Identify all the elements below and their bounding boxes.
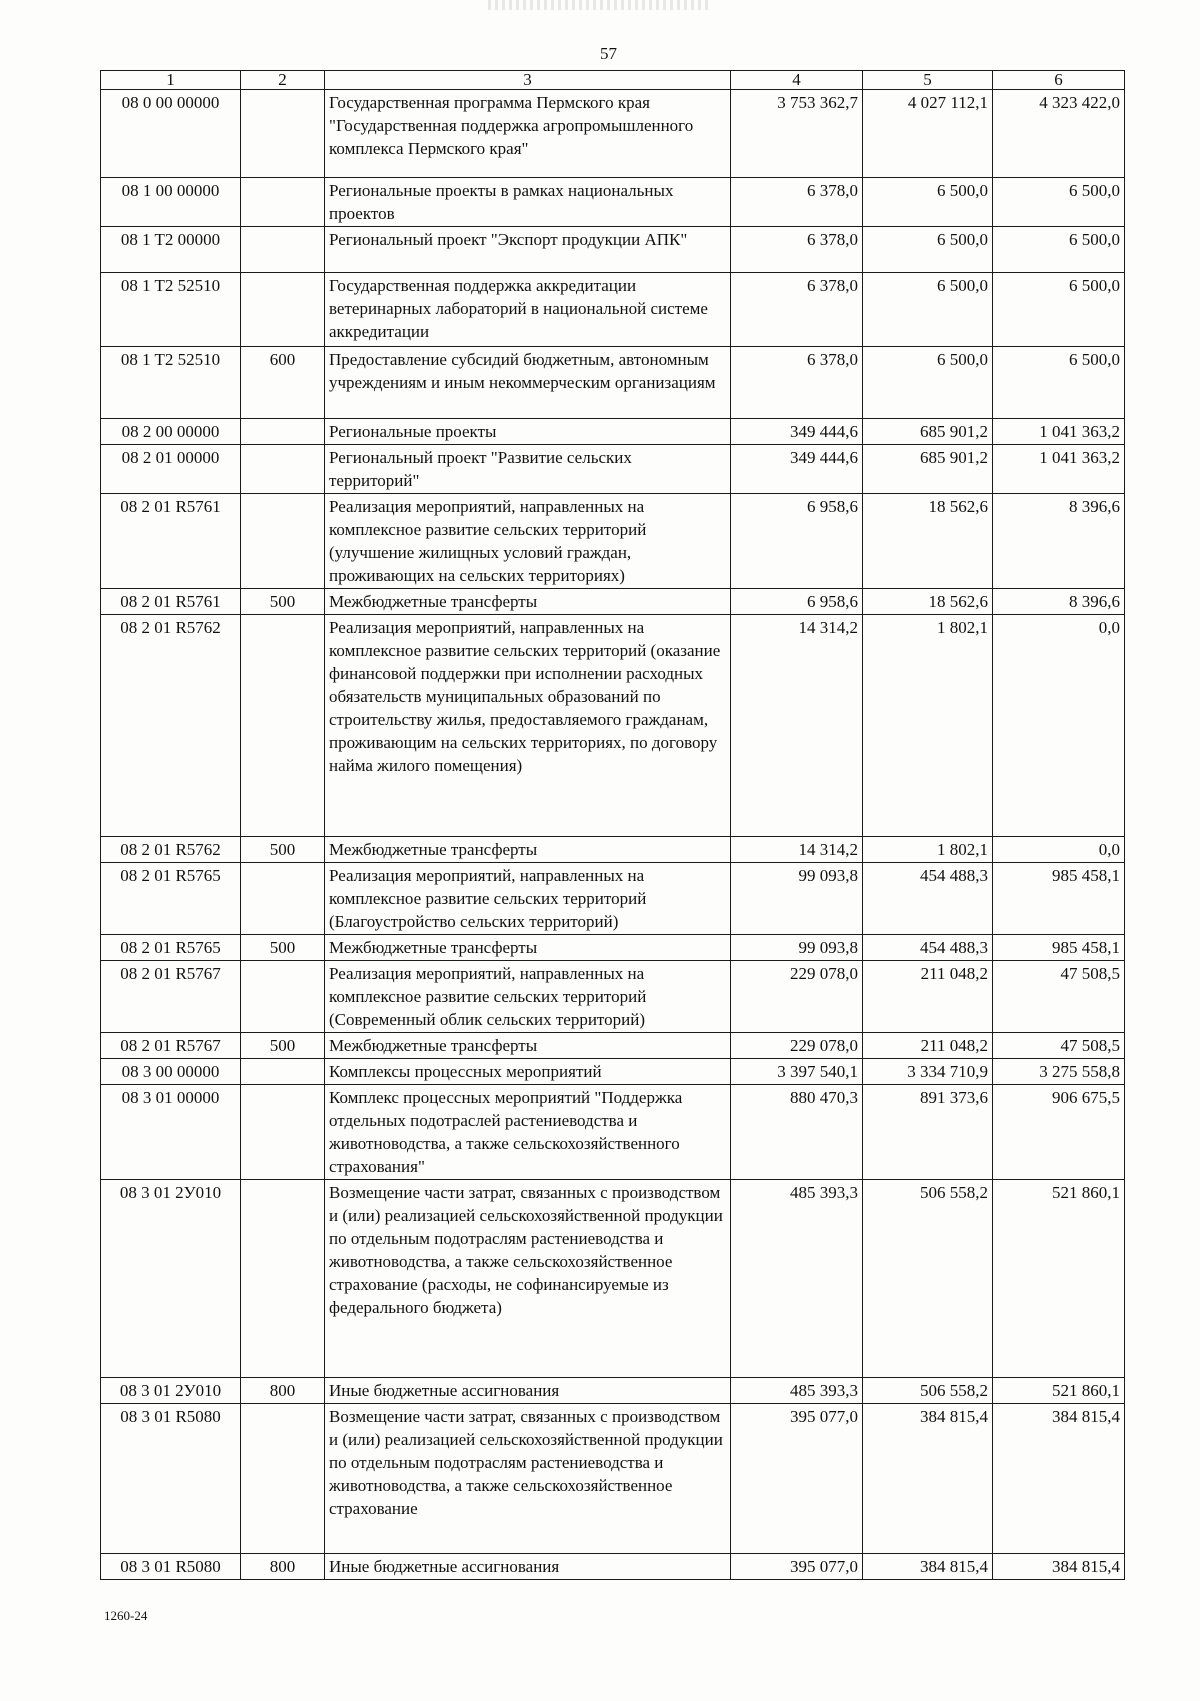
amount-col6-cell: 6 500,0 (993, 273, 1125, 347)
expense-type-cell (241, 1180, 325, 1378)
target-code-cell: 08 2 01 R5761 (101, 494, 241, 589)
table-row (101, 935, 1125, 961)
page-number: 57 (600, 44, 617, 63)
table-header-row (101, 71, 1125, 90)
expense-type-cell (241, 961, 325, 1033)
table-row (101, 589, 1125, 615)
amount-col5-cell: 6 500,0 (863, 347, 993, 419)
amount-col4-cell: 6 378,0 (731, 347, 863, 419)
amount-col6-cell: 8 396,6 (993, 589, 1125, 615)
expense-type-cell (241, 419, 325, 445)
amount-col5-cell: 384 815,4 (863, 1404, 993, 1554)
amount-col5-cell: 18 562,6 (863, 589, 993, 615)
target-code-cell: 08 2 01 R5765 (101, 863, 241, 935)
item-name-cell: Реализация мероприятий, направленных на комплексное развитие сельских территорий (Благоустройство сельских территорий) (325, 863, 731, 935)
header-col-2: 2 (241, 71, 325, 90)
amount-col4-cell: 485 393,3 (731, 1378, 863, 1404)
amount-col5-cell: 18 562,6 (863, 494, 993, 589)
amount-col4-cell: 6 378,0 (731, 178, 863, 227)
amount-col4-cell: 14 314,2 (731, 615, 863, 837)
amount-col6-cell: 0,0 (993, 615, 1125, 837)
target-code-cell: 08 1 00 00000 (101, 178, 241, 227)
target-code-cell: 08 2 01 R5765 (101, 935, 241, 961)
target-code-cell: 08 0 00 00000 (101, 90, 241, 178)
header-col-6: 6 (993, 71, 1125, 90)
table-row (101, 1033, 1125, 1059)
amount-col6-cell: 4 323 422,0 (993, 90, 1125, 178)
item-name-cell: Комплексы процессных мероприятий (325, 1059, 731, 1085)
target-code-cell: 08 1 T2 52510 (101, 347, 241, 419)
amount-col4-cell: 880 470,3 (731, 1085, 863, 1180)
target-code-cell: 08 3 01 2У010 (101, 1378, 241, 1404)
expense-type-cell (241, 1059, 325, 1085)
expense-type-cell (241, 494, 325, 589)
item-name-cell: Реализация мероприятий, направленных на комплексное развитие сельских территорий (Современный облик сельских территорий) (325, 961, 731, 1033)
target-code-cell: 08 3 01 R5080 (101, 1554, 241, 1580)
amount-col5-cell: 506 558,2 (863, 1180, 993, 1378)
amount-col5-cell: 454 488,3 (863, 935, 993, 961)
budget-table (100, 70, 1125, 1580)
amount-col4-cell: 3 753 362,7 (731, 90, 863, 178)
table-row (101, 178, 1125, 227)
expense-type-cell (241, 863, 325, 935)
item-name-cell: Иные бюджетные ассигнования (325, 1378, 731, 1404)
amount-col6-cell: 47 508,5 (993, 961, 1125, 1033)
expense-type-cell (241, 1404, 325, 1554)
table-row (101, 419, 1125, 445)
expense-type-cell: 500 (241, 1033, 325, 1059)
expense-type-cell (241, 227, 325, 273)
table-row (101, 1085, 1125, 1180)
expense-type-cell: 500 (241, 837, 325, 863)
target-code-cell: 08 1 T2 00000 (101, 227, 241, 273)
item-name-cell: Возмещение части затрат, связанных с производством и (или) реализацией сельскохозяйственной продукции по отдельным подотраслям растениеводства и животноводства, а также сельскохозяйственное страхование (325, 1404, 731, 1554)
amount-col5-cell: 6 500,0 (863, 273, 993, 347)
expense-type-cell (241, 90, 325, 178)
amount-col5-cell: 211 048,2 (863, 961, 993, 1033)
target-code-cell: 08 2 01 R5762 (101, 837, 241, 863)
amount-col6-cell: 1 041 363,2 (993, 445, 1125, 494)
expense-type-cell (241, 273, 325, 347)
item-name-cell: Региональные проекты в рамках национальных проектов (325, 178, 731, 227)
document-footer-code: 1260-24 (104, 1608, 148, 1623)
item-name-cell: Государственная программа Пермского края "Государственная поддержка агропромышленного комплекса Пермского края" (325, 90, 731, 178)
amount-col6-cell: 985 458,1 (993, 863, 1125, 935)
item-name-cell: Реализация мероприятий, направленных на комплексное развитие сельских территорий (улучшение жилищных условий граждан, проживающих на сельских территориях) (325, 494, 731, 589)
expense-type-cell (241, 1085, 325, 1180)
amount-col5-cell: 454 488,3 (863, 863, 993, 935)
amount-col5-cell: 1 802,1 (863, 837, 993, 863)
amount-col6-cell: 384 815,4 (993, 1404, 1125, 1554)
item-name-cell: Комплекс процессных мероприятий "Поддержка отдельных подотраслей растениеводства и животноводства, а также сельскохозяйственного страхования" (325, 1085, 731, 1180)
amount-col5-cell: 4 027 112,1 (863, 90, 993, 178)
target-code-cell: 08 2 01 R5762 (101, 615, 241, 837)
amount-col5-cell: 3 334 710,9 (863, 1059, 993, 1085)
amount-col5-cell: 506 558,2 (863, 1378, 993, 1404)
amount-col6-cell: 6 500,0 (993, 178, 1125, 227)
table-row (101, 347, 1125, 419)
item-name-cell: Возмещение части затрат, связанных с производством и (или) реализацией сельскохозяйственной продукции по отдельным подотраслям растениеводства и животноводства, а также сельскохозяйственное страхование (расходы, не софинансируемые из федерального бюджета) (325, 1180, 731, 1378)
amount-col4-cell: 6 958,6 (731, 494, 863, 589)
table-row (101, 1378, 1125, 1404)
amount-col6-cell: 985 458,1 (993, 935, 1125, 961)
amount-col4-cell: 99 093,8 (731, 863, 863, 935)
amount-col4-cell: 395 077,0 (731, 1554, 863, 1580)
amount-col4-cell: 229 078,0 (731, 1033, 863, 1059)
amount-col5-cell: 6 500,0 (863, 227, 993, 273)
target-code-cell: 08 2 00 00000 (101, 419, 241, 445)
amount-col4-cell: 485 393,3 (731, 1180, 863, 1378)
target-code-cell: 08 3 01 R5080 (101, 1404, 241, 1554)
amount-col4-cell: 14 314,2 (731, 837, 863, 863)
table-row (101, 863, 1125, 935)
table-row (101, 1180, 1125, 1378)
amount-col4-cell: 3 397 540,1 (731, 1059, 863, 1085)
item-name-cell: Предоставление субсидий бюджетным, автономным учреждениям и иным некоммерческим организациям (325, 347, 731, 419)
amount-col6-cell: 8 396,6 (993, 494, 1125, 589)
target-code-cell: 08 2 01 R5767 (101, 961, 241, 1033)
expense-type-cell: 500 (241, 935, 325, 961)
table-row (101, 1059, 1125, 1085)
item-name-cell: Государственная поддержка аккредитации ветеринарных лабораторий в национальной системе аккредитации (325, 273, 731, 347)
table-row (101, 227, 1125, 273)
table-row (101, 445, 1125, 494)
item-name-cell: Межбюджетные трансферты (325, 837, 731, 863)
amount-col6-cell: 521 860,1 (993, 1180, 1125, 1378)
scan-artifact (488, 0, 708, 10)
expense-type-cell: 800 (241, 1378, 325, 1404)
amount-col6-cell: 0,0 (993, 837, 1125, 863)
amount-col6-cell: 906 675,5 (993, 1085, 1125, 1180)
header-col-1: 1 (101, 71, 241, 90)
expense-type-cell (241, 615, 325, 837)
amount-col6-cell: 1 041 363,2 (993, 419, 1125, 445)
table-row (101, 1404, 1125, 1554)
table-row (101, 837, 1125, 863)
expense-type-cell: 800 (241, 1554, 325, 1580)
amount-col5-cell: 685 901,2 (863, 419, 993, 445)
header-col-5: 5 (863, 71, 993, 90)
target-code-cell: 08 1 T2 52510 (101, 273, 241, 347)
table-row (101, 494, 1125, 589)
amount-col5-cell: 211 048,2 (863, 1033, 993, 1059)
amount-col4-cell: 229 078,0 (731, 961, 863, 1033)
header-col-4: 4 (731, 71, 863, 90)
amount-col6-cell: 47 508,5 (993, 1033, 1125, 1059)
amount-col5-cell: 6 500,0 (863, 178, 993, 227)
item-name-cell: Межбюджетные трансферты (325, 589, 731, 615)
table-row (101, 90, 1125, 178)
expense-type-cell: 500 (241, 589, 325, 615)
amount-col6-cell: 6 500,0 (993, 347, 1125, 419)
table-row (101, 961, 1125, 1033)
header-col-3: 3 (325, 71, 731, 90)
item-name-cell: Реализация мероприятий, направленных на комплексное развитие сельских территорий (оказание финансовой поддержки при исполнении расходных обязательств муниципальных образований по строительству жилья, предоставляемого гражданам, проживающим на сельских территориях, по договору найма жилого помещения) (325, 615, 731, 837)
amount-col4-cell: 349 444,6 (731, 419, 863, 445)
item-name-cell: Иные бюджетные ассигнования (325, 1554, 731, 1580)
target-code-cell: 08 3 01 2У010 (101, 1180, 241, 1378)
item-name-cell: Региональные проекты (325, 419, 731, 445)
amount-col4-cell: 349 444,6 (731, 445, 863, 494)
amount-col6-cell: 384 815,4 (993, 1554, 1125, 1580)
target-code-cell: 08 2 01 R5761 (101, 589, 241, 615)
amount-col4-cell: 6 958,6 (731, 589, 863, 615)
expense-type-cell: 600 (241, 347, 325, 419)
amount-col5-cell: 1 802,1 (863, 615, 993, 837)
amount-col6-cell: 3 275 558,8 (993, 1059, 1125, 1085)
table-row (101, 273, 1125, 347)
target-code-cell: 08 3 01 00000 (101, 1085, 241, 1180)
item-name-cell: Межбюджетные трансферты (325, 935, 731, 961)
amount-col4-cell: 6 378,0 (731, 227, 863, 273)
item-name-cell: Региональный проект "Экспорт продукции АПК" (325, 227, 731, 273)
amount-col4-cell: 6 378,0 (731, 273, 863, 347)
target-code-cell: 08 2 01 R5767 (101, 1033, 241, 1059)
amount-col4-cell: 99 093,8 (731, 935, 863, 961)
amount-col5-cell: 384 815,4 (863, 1554, 993, 1580)
amount-col6-cell: 521 860,1 (993, 1378, 1125, 1404)
amount-col5-cell: 891 373,6 (863, 1085, 993, 1180)
item-name-cell: Межбюджетные трансферты (325, 1033, 731, 1059)
target-code-cell: 08 2 01 00000 (101, 445, 241, 494)
amount-col6-cell: 6 500,0 (993, 227, 1125, 273)
amount-col5-cell: 685 901,2 (863, 445, 993, 494)
item-name-cell: Региональный проект "Развитие сельских территорий" (325, 445, 731, 494)
table-row (101, 1554, 1125, 1580)
amount-col4-cell: 395 077,0 (731, 1404, 863, 1554)
expense-type-cell (241, 178, 325, 227)
expense-type-cell (241, 445, 325, 494)
target-code-cell: 08 3 00 00000 (101, 1059, 241, 1085)
table-row (101, 615, 1125, 837)
